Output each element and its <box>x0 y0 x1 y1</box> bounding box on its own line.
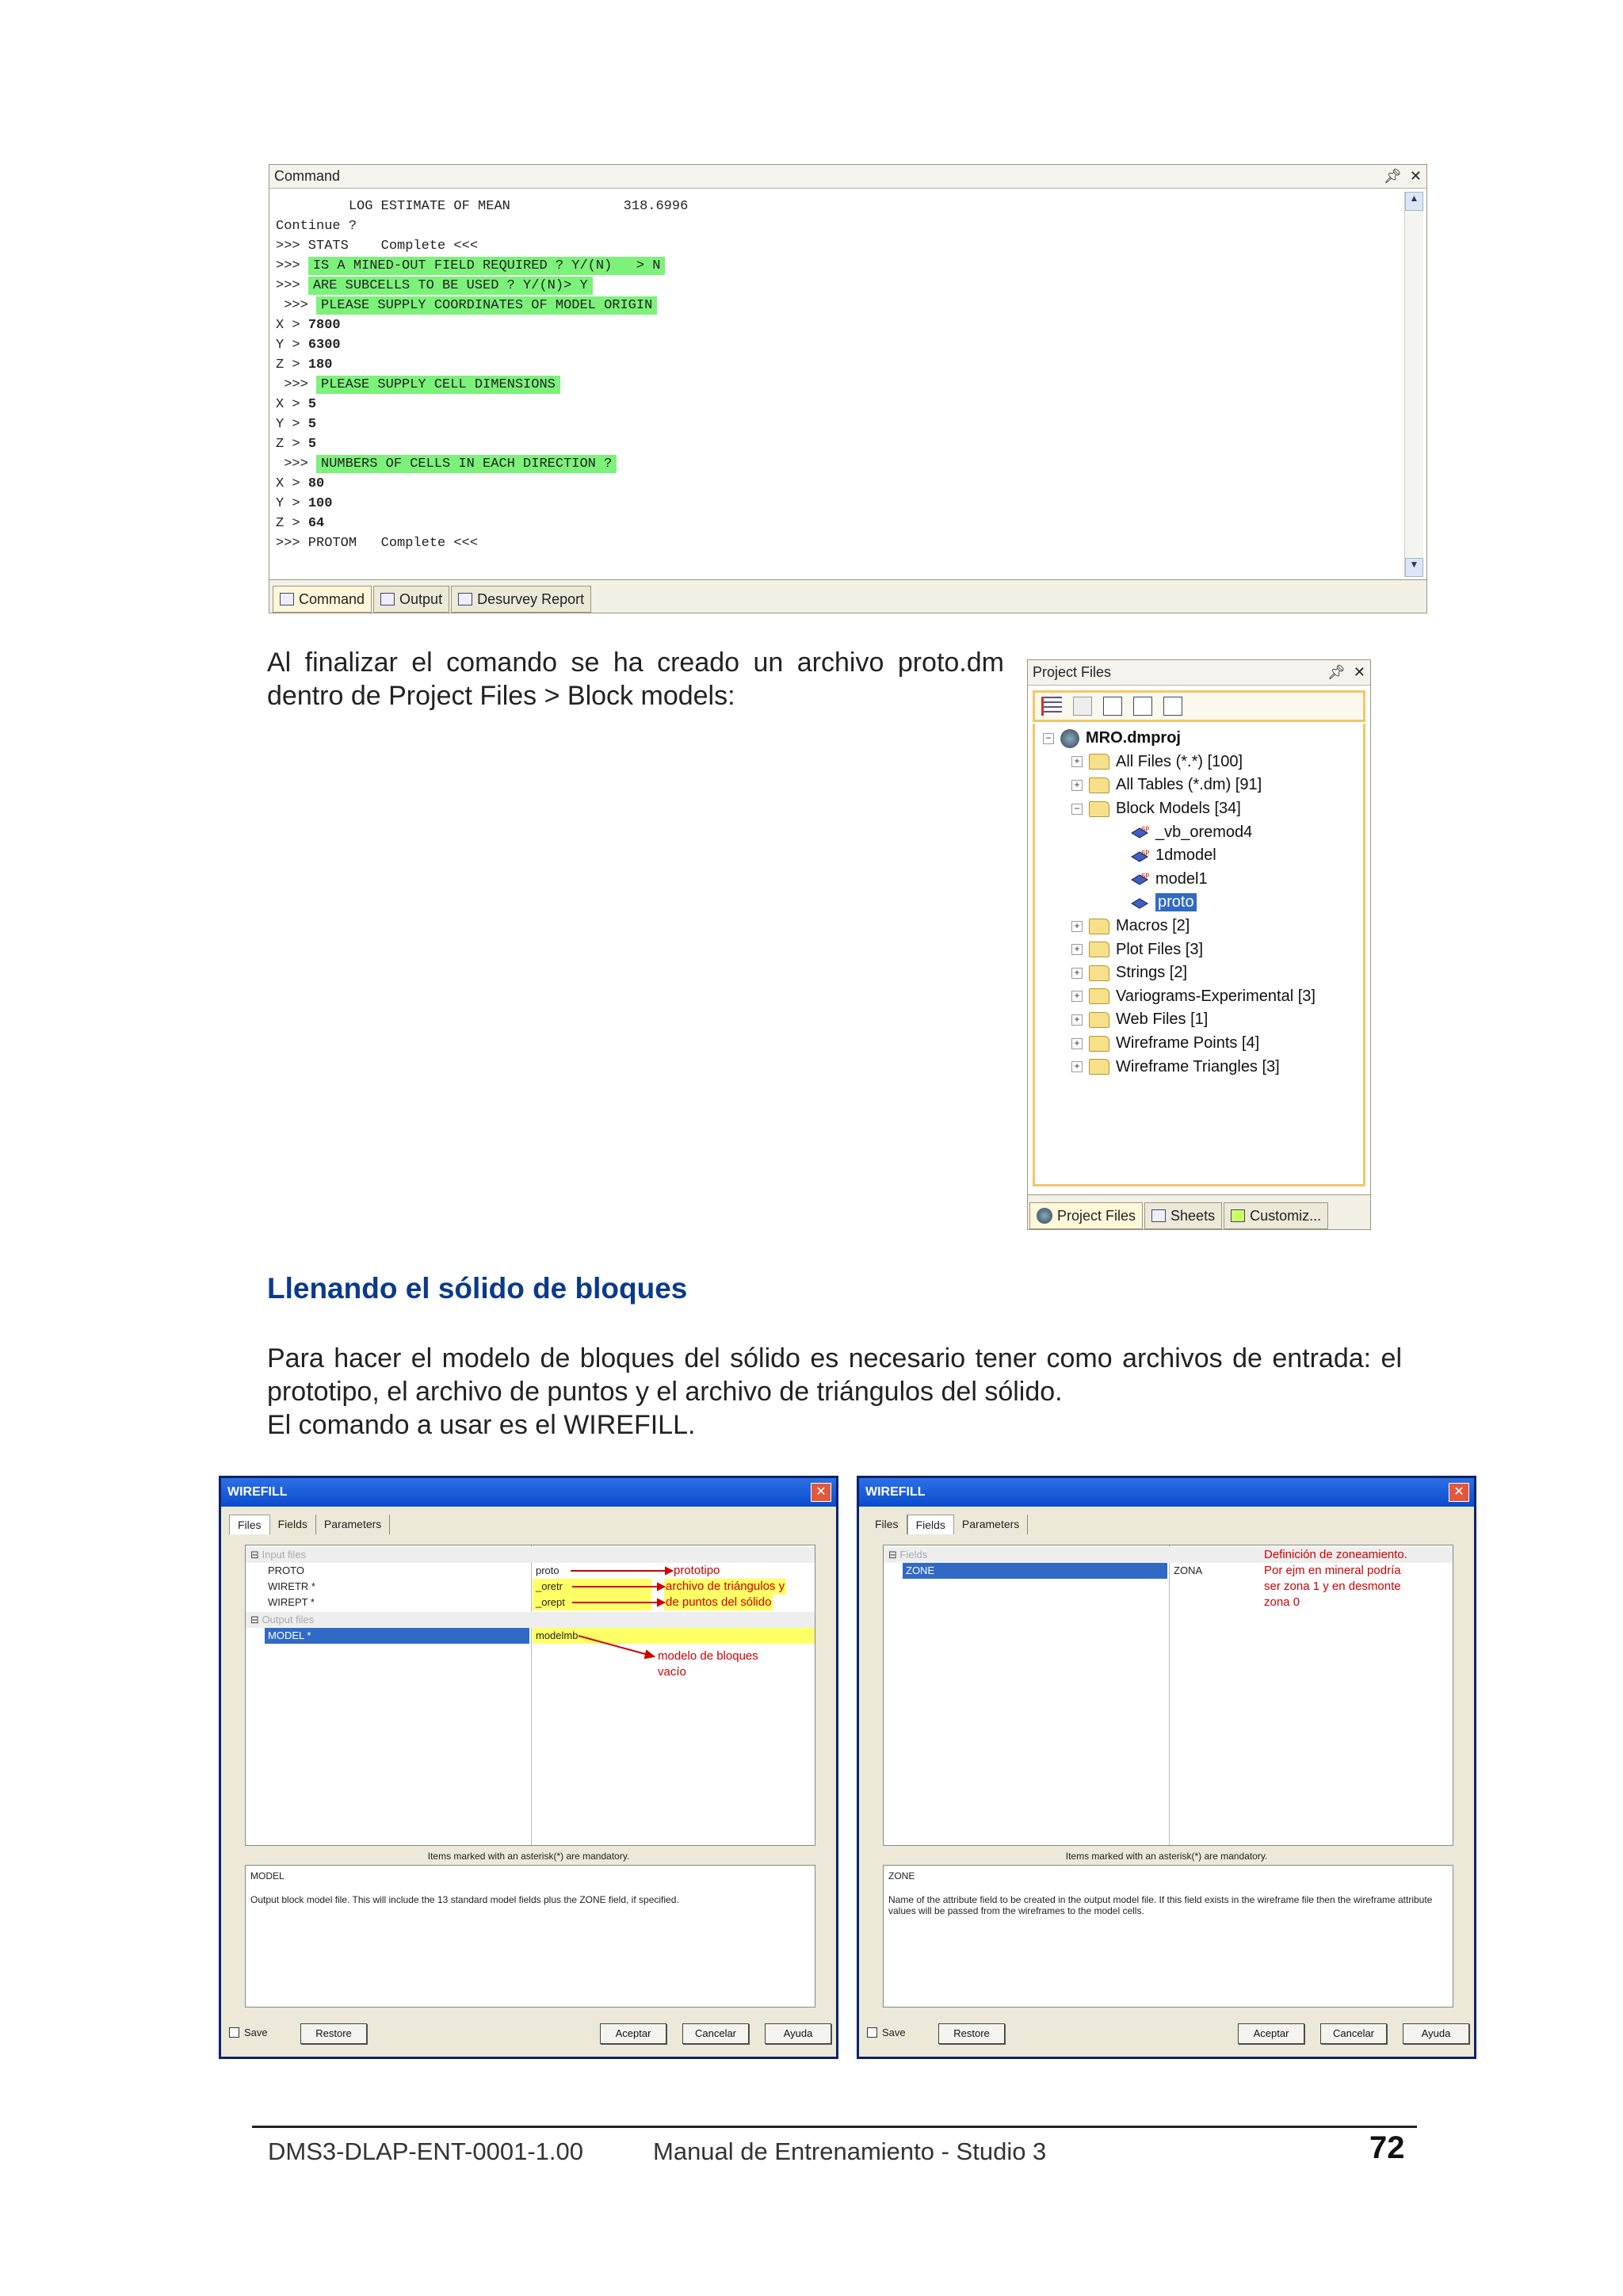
tree-folder-label: All Files (*.*) [100] <box>1116 752 1243 770</box>
mandatory-note: Items marked with an asterisk(*) are mandatory. <box>427 1851 630 1862</box>
command-window <box>269 164 1427 613</box>
tree-folder[interactable] <box>1043 938 1363 961</box>
folder-icon <box>1089 942 1109 957</box>
highlighted-prompt: NUMBERS OF CELLS IN EACH DIRECTION ? <box>316 455 617 473</box>
expand-icon[interactable]: + <box>1071 944 1083 955</box>
project-icon <box>1060 729 1079 748</box>
command-line <box>271 197 1396 216</box>
command-text: Y > <box>276 496 308 511</box>
report-icon <box>458 593 472 606</box>
command-input-value: 5 <box>307 417 317 432</box>
expand-icon[interactable]: + <box>1071 921 1083 932</box>
command-line <box>271 256 1396 276</box>
close-icon[interactable]: ✕ <box>1409 168 1422 184</box>
tree-folder[interactable] <box>1043 797 1363 821</box>
svg-text:SP: SP <box>1141 849 1149 857</box>
command-line <box>271 315 1396 335</box>
command-input-value: 100 <box>307 496 333 511</box>
tree-folder[interactable] <box>1043 915 1363 938</box>
command-text: >>> <box>276 298 317 313</box>
tab-fields[interactable]: Fields <box>907 1515 954 1534</box>
highlighted-prompt: IS A MINED-OUT FIELD REQUIRED ? Y/(N) > N <box>308 257 666 275</box>
block-model-icon <box>1130 849 1149 863</box>
description-box: MODEL Output block model file. This will include the 13 standard model fields plus the ZONE field, if specified. <box>245 1865 815 2008</box>
command-text: Y > <box>276 417 308 432</box>
footer-rule <box>252 2126 1417 2128</box>
block-model-icon <box>1130 872 1149 886</box>
accept-button[interactable]: Aceptar <box>600 2023 666 2044</box>
close-icon[interactable]: ✕ <box>811 1483 831 1502</box>
annotation-arrows <box>246 1545 816 1704</box>
collapse-icon[interactable]: − <box>1071 804 1083 815</box>
fields-grid <box>883 1545 1453 1846</box>
tree-folder-label: Strings [2] <box>1116 964 1188 982</box>
tree-folder-label: Block Models [34] <box>1116 800 1241 818</box>
folder-icon <box>1089 919 1109 934</box>
new-folder-icon[interactable] <box>1103 697 1122 716</box>
highlighted-prompt: ARE SUBCELLS TO BE USED ? Y/(N)> Y <box>308 277 593 295</box>
expand-icon[interactable]: + <box>1071 756 1083 767</box>
block-model-icon <box>1130 825 1149 839</box>
command-line <box>271 355 1396 375</box>
output-files-section: ⊟ Output files <box>246 1612 815 1628</box>
command-line <box>271 296 1396 315</box>
wirefill-dialog-files <box>219 1476 838 2059</box>
console-icon <box>280 593 294 606</box>
folder-icon <box>1089 1059 1109 1075</box>
annotation-model-2: vacío <box>658 1665 686 1679</box>
tree-root[interactable]: − MRO.dmproj <box>1043 727 1363 751</box>
tab-parameters[interactable]: Parameters <box>954 1515 1028 1534</box>
description-box: ZONE Name of the attribute field to be created in the output model file. If this field exists in the wireframe file then the wireframe attribute values will be passed from the wireframes to the model cells. <box>883 1865 1453 2008</box>
expand-icon[interactable]: + <box>1071 1061 1083 1072</box>
wirefill-titlebar: WIREFILL ✕ <box>859 1478 1474 1507</box>
restore-button[interactable]: Restore <box>938 2023 1005 2044</box>
cancel-button[interactable]: Cancelar <box>1320 2023 1387 2044</box>
folder-icon <box>1089 965 1109 981</box>
command-text: Z > <box>276 437 308 452</box>
folder-icon <box>1089 1012 1109 1028</box>
command-text: X > <box>276 318 308 333</box>
command-text: >>> <box>276 258 308 273</box>
command-line <box>271 375 1396 395</box>
close-icon[interactable]: ✕ <box>1449 1483 1469 1502</box>
body-paragraph-2: El comando a usar es el WIREFILL. <box>267 1410 696 1440</box>
pin-icon[interactable]: 📌︎ <box>1327 664 1346 680</box>
command-text: Z > <box>276 516 308 531</box>
svg-text:SP: SP <box>1141 826 1149 834</box>
wirefill-tabs <box>859 1507 1474 1534</box>
tab-command[interactable]: Command <box>273 586 372 613</box>
tab-sheets[interactable]: Sheets <box>1144 1202 1222 1229</box>
command-window-title: Command <box>274 168 341 184</box>
expand-icon[interactable]: + <box>1071 1014 1083 1026</box>
project-files-panel <box>1027 659 1371 1230</box>
field-row-selected[interactable]: ZONE ZONA <box>884 1563 1453 1579</box>
pin-icon[interactable]: 📌︎ <box>1384 168 1402 184</box>
command-line <box>271 395 1396 415</box>
command-scrollbar[interactable] <box>1404 192 1423 577</box>
annotation-zone-1: Definición de zoneamiento. <box>1264 1548 1407 1561</box>
command-line <box>271 276 1396 296</box>
tree-folder[interactable] <box>1043 751 1363 774</box>
help-button[interactable]: Ayuda <box>765 2023 831 2044</box>
tab-fields[interactable]: Fields <box>270 1515 316 1534</box>
annotation-prototipo: prototipo <box>674 1564 720 1577</box>
intro-paragraph: Al finalizar el comando se ha creado un archivo proto.dm dentro de Project Files > Block models: <box>267 648 1004 711</box>
tree-folder[interactable] <box>1043 961 1363 985</box>
project-tree <box>1033 724 1365 1186</box>
command-text: Continue ? <box>276 219 357 234</box>
fields-section: ⊟ Fields <box>884 1547 1453 1563</box>
cancel-button[interactable]: Cancelar <box>682 2023 749 2044</box>
document-icon <box>380 593 395 606</box>
command-line <box>271 454 1396 474</box>
command-output <box>271 197 1396 561</box>
command-text: >>> <box>276 278 308 293</box>
tree-folder-label: Wireframe Points [4] <box>1116 1034 1260 1052</box>
input-files-section: ⊟ Input files <box>246 1547 815 1563</box>
command-line <box>271 415 1396 434</box>
footer-doc-code: DMS3-DLAP-ENT-0001-1.00 <box>268 2137 583 2165</box>
tree-folder[interactable] <box>1043 1055 1363 1079</box>
command-line <box>271 434 1396 454</box>
folder-icon <box>1089 988 1109 1004</box>
tree-folder-label: Plot Files [3] <box>1116 940 1204 958</box>
mandatory-note: Items marked with an asterisk(*) are mandatory. <box>1065 1851 1268 1862</box>
command-input-value: 64 <box>307 516 325 531</box>
collapse-icon[interactable]: − <box>1043 733 1054 744</box>
tree-block-model[interactable] <box>1043 868 1363 892</box>
field-row[interactable]: WIREPT * _orept <box>246 1595 815 1610</box>
restore-button[interactable]: Restore <box>300 2023 367 2044</box>
tab-files[interactable]: Files <box>229 1515 270 1534</box>
body-paragraph-1: Para hacer el modelo de bloques del sólido es necesario tener como archivos de entrada: el prototipo, el archivo de puntos y el archivo de triángulos del sólido. <box>267 1343 1402 1407</box>
tree-folder[interactable] <box>1043 985 1363 1009</box>
folder-icon <box>1089 777 1109 793</box>
annotation-zone-2: Por ejm en mineral podría <box>1264 1564 1401 1577</box>
command-input-value: 180 <box>307 357 333 372</box>
block-model-icon <box>1130 896 1149 910</box>
tree-block-model-label: model1 <box>1155 869 1208 888</box>
tab-output[interactable]: Output <box>373 586 449 613</box>
collapse-icon[interactable]: ⊟ <box>888 1549 897 1561</box>
command-input-value: 7800 <box>307 318 341 333</box>
wirefill-tabs <box>221 1507 836 1534</box>
command-text: Y > <box>276 338 308 353</box>
expand-icon[interactable]: + <box>1071 1038 1083 1049</box>
command-input-value: 5 <box>307 397 317 412</box>
command-text: X > <box>276 476 308 491</box>
page-number: 72 <box>1369 2130 1405 2165</box>
tree-view-icon[interactable] <box>1041 697 1062 716</box>
tree-folder[interactable] <box>1043 774 1363 797</box>
command-input-value: 80 <box>307 476 325 491</box>
command-text: >>> PROTOM Complete <<< <box>276 536 479 551</box>
expand-icon[interactable]: + <box>1071 991 1083 1002</box>
highlighted-prompt: PLEASE SUPPLY CELL DIMENSIONS <box>316 376 560 394</box>
tree-folder-label: Variograms-Experimental [3] <box>1116 987 1316 1005</box>
project-files-title: Project Files <box>1033 664 1112 680</box>
footer-manual-title: Manual de Entrenamiento - Studio 3 <box>653 2137 1047 2165</box>
command-line <box>271 494 1396 514</box>
collapse-icon[interactable]: ⊟ <box>250 1549 259 1561</box>
accept-button[interactable]: Aceptar <box>1238 2023 1304 2044</box>
save-checkbox[interactable]: Save <box>867 2027 906 2038</box>
wirefill-dialog-fields <box>857 1476 1476 2059</box>
tree-block-model-label: _vb_oremod4 <box>1155 823 1253 841</box>
command-text: >>> STATS Complete <<< <box>276 239 479 254</box>
folder-icon <box>1089 754 1109 770</box>
section-heading: Llenando el sólido de bloques <box>267 1272 688 1305</box>
sheets-icon <box>1151 1209 1166 1222</box>
field-row[interactable]: WIRETR * _oretr <box>246 1579 815 1595</box>
field-row[interactable]: PROTO proto <box>268 1564 559 1576</box>
tree-block-model-label: proto <box>1155 893 1197 911</box>
project-files-tabs <box>1028 1194 1370 1229</box>
close-icon[interactable]: ✕ <box>1353 664 1365 680</box>
command-line <box>271 533 1396 553</box>
tree-folder[interactable] <box>1043 1032 1363 1056</box>
annotation-model-1: modelo de bloques <box>658 1649 758 1663</box>
command-text: >>> <box>276 457 317 472</box>
folder-icon <box>1089 801 1109 817</box>
command-input-value: 5 <box>307 437 317 452</box>
folder-icon <box>1089 1036 1109 1052</box>
save-checkbox[interactable]: Save <box>229 2027 268 2038</box>
expand-icon[interactable]: + <box>1071 968 1083 979</box>
annotation-files-1: archivo de triángulos y <box>666 1580 785 1593</box>
settings-icon[interactable] <box>1163 697 1182 716</box>
tree-folder[interactable] <box>1043 1008 1363 1032</box>
project-icon <box>1037 1208 1052 1224</box>
wirefill-titlebar: WIREFILL ✕ <box>221 1478 836 1507</box>
command-line <box>271 236 1396 256</box>
command-text: LOG ESTIMATE OF MEAN 318.6996 <box>276 199 689 214</box>
collapse-icon[interactable]: ⊟ <box>250 1614 259 1626</box>
project-files-titlebar <box>1028 660 1370 686</box>
command-text: >>> <box>276 377 317 392</box>
command-line <box>271 335 1396 355</box>
tree-block-model[interactable] <box>1043 820 1363 844</box>
tab-files[interactable]: Files <box>867 1515 907 1534</box>
command-line <box>271 474 1396 494</box>
highlighted-prompt: PLEASE SUPPLY COORDINATES OF MODEL ORIGIN <box>316 296 657 315</box>
tree-block-model-label: 1dmodel <box>1155 846 1216 865</box>
help-button[interactable]: Ayuda <box>1403 2023 1469 2044</box>
svg-text:SP: SP <box>1141 873 1149 881</box>
project-files-toolbar <box>1033 690 1365 722</box>
files-grid <box>245 1545 815 1846</box>
tab-customize[interactable]: Customiz... <box>1224 1202 1328 1229</box>
refresh-icon[interactable] <box>1073 697 1092 716</box>
tree-block-model[interactable] <box>1043 844 1363 868</box>
tree-folder-label: All Tables (*.dm) [91] <box>1116 776 1262 794</box>
tab-parameters[interactable]: Parameters <box>316 1515 390 1534</box>
command-text: Z > <box>276 357 308 372</box>
field-row-selected[interactable]: MODEL * modelmb <box>246 1628 815 1644</box>
command-line <box>271 216 1396 236</box>
tab-desurvey-report[interactable]: Desurvey Report <box>451 586 591 613</box>
command-input-value: 6300 <box>307 338 341 353</box>
tab-project-files[interactable]: Project Files <box>1029 1202 1143 1229</box>
tree-folder-label: Web Files [1] <box>1116 1010 1209 1029</box>
customize-icon <box>1231 1209 1245 1222</box>
command-tabs <box>269 579 1426 613</box>
scroll-down-icon[interactable]: ▼ <box>1405 558 1423 577</box>
command-line <box>271 514 1396 533</box>
tree-folder-label: Wireframe Triangles [3] <box>1116 1057 1280 1075</box>
command-text: X > <box>276 397 308 412</box>
scroll-up-icon[interactable]: ▲ <box>1405 192 1423 211</box>
import-icon[interactable] <box>1133 697 1152 716</box>
annotation-zone-3: ser zona 1 y en desmonte <box>1264 1580 1401 1593</box>
tree-folder-label: Macros [2] <box>1116 917 1190 935</box>
annotation-files-2: de puntos del sólido <box>666 1595 772 1609</box>
tree-block-model[interactable] <box>1043 891 1363 915</box>
annotation-zone-4: zona 0 <box>1264 1595 1300 1609</box>
command-window-titlebar <box>269 165 1426 189</box>
expand-icon[interactable]: + <box>1071 780 1083 791</box>
